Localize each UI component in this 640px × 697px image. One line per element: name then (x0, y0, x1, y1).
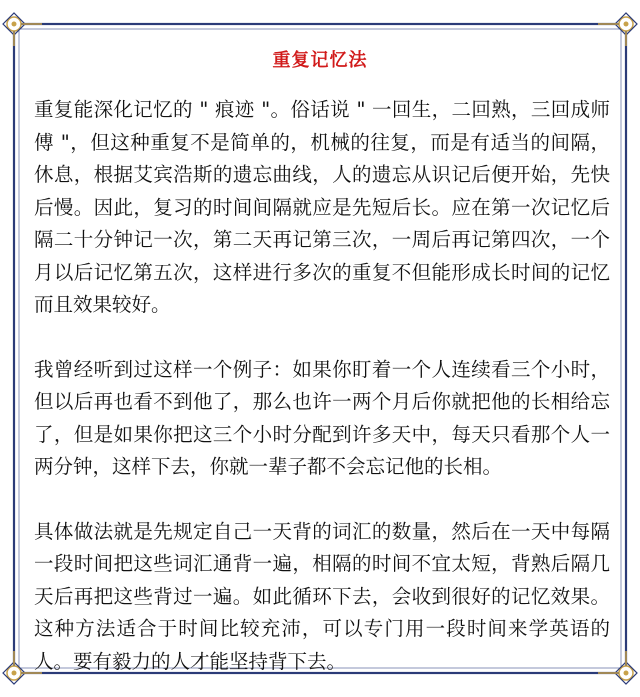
article-body (34, 94, 610, 678)
paragraph-2: 我曾经听到过这样一个例子：如果你盯着一个人连续看三个小时，但以后再也看不到他了，那么也许一两个月后你就把他的长相给忘了，但是如果你把这三个小时分配到许多天中，每天只看那个人一两分钟，这样下去，你就一辈子都不会忘记他的长相。 (34, 357, 610, 478)
paragraph-1: 重复能深化记忆的 " 痕迹 "。俗话说 " 一回生，二回熟，三回成师傅 "，但这种重复不是简单的，机械的往复，而是有适当的间隔，休息，根据艾宾浩斯的遗忘曲线，人的遗忘从识记后便开始，先快后慢。因此，复习的时间间隔就应是先短后长。应在第一次记忆后隔二十分钟记一次，第二天再记第三次，一周后再记第四次，一个月以后记忆第五次，这样进行多次的重复不但能形成长时间的记忆而且效果较好。 (34, 98, 610, 316)
page-title: 重复记忆法 (272, 50, 368, 71)
paragraph-3: 具体做法就是先规定自己一天背的词汇的数量，然后在一天中每隔一段时间把这些词汇通背一遍，相隔的时间不宜太短，背熟后隔几天后再把这些背过一遍。如此循环下去，会收到很好的记忆效果。这种方法适合于时间比较充沛，可以专门用一段时间来学英语的人。要有毅力的人才能坚持背下去。 (34, 519, 610, 673)
